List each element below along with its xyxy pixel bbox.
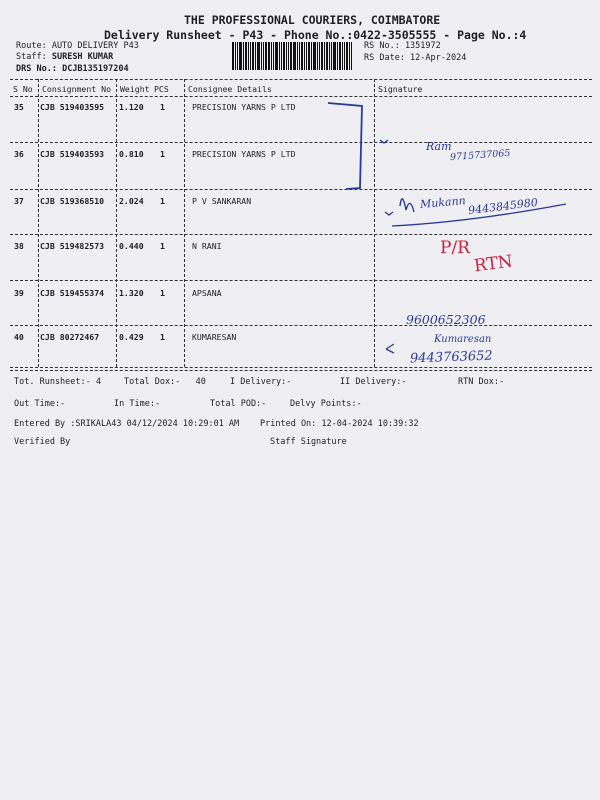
staff-name: SURESH KUMAR — [51, 52, 114, 62]
handwritten-signature: Mukann — [419, 194, 467, 211]
staff-signature: Staff Signature — [270, 437, 347, 447]
verified-by: Verified By — [14, 437, 71, 447]
row-weight: 1.120 — [119, 102, 144, 112]
col-header-consignment: Consignment No — [42, 84, 112, 94]
out-time: Out Time:- — [14, 399, 66, 409]
row-pcs: 1 — [160, 102, 165, 112]
row-consignee: PRECISION YARNS P LTD — [192, 149, 296, 159]
row-consignee: P V SANKARAN — [192, 196, 252, 206]
total-dox: Total Dox:- 40 — [124, 377, 206, 387]
row-consignment: CJB 519455374 — [40, 288, 105, 298]
col-header-weight: Weight — [120, 84, 150, 94]
col-header-consignee: Consignee Details — [188, 84, 272, 94]
row-consignment: CJB 519403593 — [40, 149, 105, 159]
tot-runsheet: Tot. Runsheet:- 4 — [14, 377, 101, 387]
row-sno: 36 — [14, 149, 24, 159]
row-weight: 0.429 — [119, 332, 144, 342]
drs-label: DRS No.: — [16, 64, 57, 74]
row-pcs: 1 — [160, 196, 165, 206]
row-consignee: N RANI — [192, 241, 222, 251]
entered-by: Entered By :SRIKALA43 04/12/2024 10:29:01 AM — [14, 419, 240, 429]
route-label: Route: AUTO DELIVERY P43 — [16, 41, 139, 51]
runsheet-subtitle: Delivery Runsheet - P43 - Phone No.:0422-3505555 - Page No.:4 — [104, 28, 527, 42]
handwritten-phone: 9715737065 — [449, 147, 511, 164]
col-header-sno: S No — [13, 84, 33, 94]
drs-number: DCJB135197204 — [62, 64, 129, 74]
handwritten-signature: Ram — [426, 140, 452, 153]
row-pcs: 1 — [160, 332, 165, 342]
row-consignee: KUMARESAN — [192, 332, 237, 342]
row-consignee: PRECISION YARNS P LTD — [192, 102, 296, 112]
handwritten-phone: 9443845980 — [467, 195, 539, 218]
row-sno: 37 — [14, 196, 24, 206]
row-sno: 38 — [14, 241, 24, 251]
rs-date: RS Date: 12-Apr-2024 — [364, 53, 467, 63]
row-consignment: CJB 519368510 — [40, 196, 105, 206]
tick-mark — [386, 344, 394, 353]
i-delivery: I Delivery:- — [230, 377, 292, 387]
row-sno: 39 — [14, 288, 24, 298]
in-time: In Time:- — [114, 399, 161, 409]
row-weight: 2.024 — [119, 196, 144, 206]
row-weight: 0.810 — [119, 149, 144, 159]
row-weight: 1.320 — [119, 288, 144, 298]
row-consignee: APSANA — [192, 288, 222, 298]
rs-number: RS No.: 1351972 — [364, 41, 441, 51]
row-consignment: CJB 80272467 — [40, 332, 100, 342]
col-header-pcs: PCS — [154, 84, 169, 94]
row-pcs: 1 — [160, 149, 165, 159]
total-pod: Total POD:- — [210, 399, 267, 409]
row-weight: 0.440 — [119, 241, 144, 251]
bracket-mark — [328, 103, 362, 189]
rtn-dox: RTN Dox:- — [458, 377, 505, 387]
row-sno: 35 — [14, 102, 24, 112]
ii-delivery: II Delivery:- — [340, 377, 407, 387]
handwritten-signature: Kumaresan — [434, 334, 492, 345]
handwritten-return-note: P/R — [440, 238, 470, 258]
row-consignment: CJB 519403595 — [40, 102, 105, 112]
row-sno: 40 — [14, 332, 24, 342]
row-pcs: 1 — [160, 288, 165, 298]
delvy-points: Delvy Points:- — [290, 399, 362, 409]
col-header-signature: Signature — [378, 84, 423, 94]
printed-on: Printed On: 12-04-2024 10:39:32 — [260, 419, 419, 429]
handwritten-return-note: RTN — [472, 251, 514, 277]
handwritten-phone: 9600652306 — [406, 312, 486, 327]
signature-stroke — [400, 199, 414, 212]
tick-mark — [385, 212, 393, 215]
tick-mark — [380, 140, 388, 143]
staff-label: Staff: — [16, 52, 47, 62]
company-title: THE PROFESSIONAL COURIERS, COIMBATORE — [184, 13, 441, 27]
row-consignment: CJB 519482573 — [40, 241, 105, 251]
row-pcs: 1 — [160, 241, 165, 251]
handwritten-phone: 9443763652 — [409, 348, 493, 367]
